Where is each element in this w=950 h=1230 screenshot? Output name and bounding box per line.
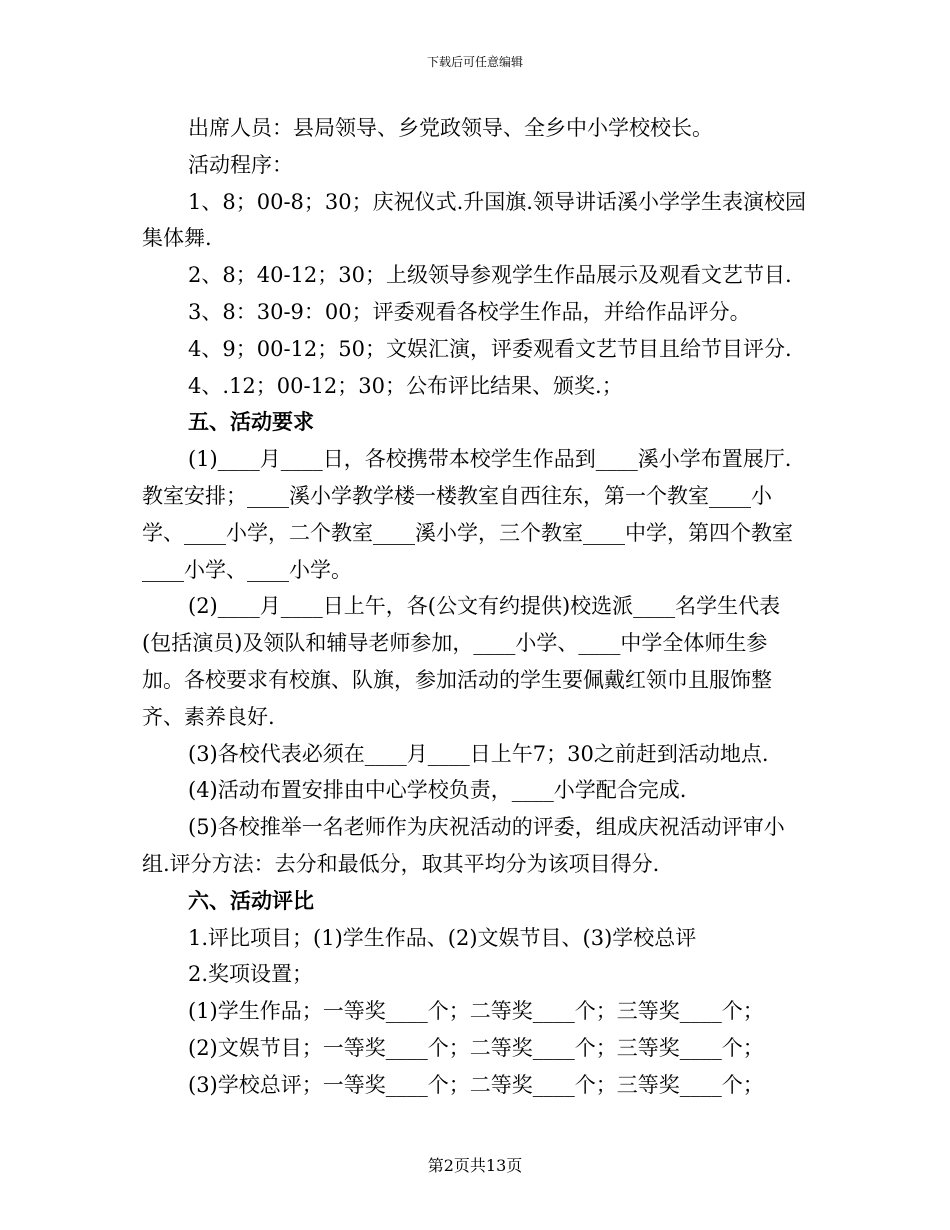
requirement-3: (3)各校代表必须在____月____日上午7；30之前赶到活动地点. <box>188 741 769 766</box>
requirement-2: (2)____月____日上午，各(公文有约提供)校选派____名学生代表(包括演员)及领队和辅导老师参加，____小学、____中学全体师生参加。各校要求有校旗、队旗，参加活动的学生要佩戴红领巾且服饰整齐、素养良好. <box>142 594 781 729</box>
evaluation-items: 1.评比项目；(1)学生作品、(2)文娱节目、(3)学校总评 <box>188 925 697 950</box>
program-item-3: 3、8：30-9：00；评委观看各校学生作品，并给作品评分。 <box>188 299 751 324</box>
award-student-works: (1)学生作品；一等奖____个；二等奖____个；三等奖____个； <box>188 999 764 1024</box>
award-performances: (2)文娱节目；一等奖____个；二等奖____个；三等奖____个； <box>188 1035 764 1060</box>
attendees-line: 出席人员：县局领导、乡党政领导、全乡中小学校校长。 <box>188 116 713 140</box>
requirement-5: (5)各校推举一名老师作为庆祝活动的评委，组成庆祝活动评审小组.评分方法：去分和最低分，取其平均分为该项目得分. <box>142 815 785 876</box>
section-heading-evaluation: 六、活动评比 <box>188 887 314 913</box>
requirement-1: (1)____月____日，各校携带本校学生作品到____溪小学布置展厅.教室安排；____溪小学教学楼一楼教室自西往东，第一个教室____小学、____小学，二个教室____溪小学，三个教室____中学，第四个教室____小学、____小学。 <box>142 447 793 582</box>
program-label: 活动程序： <box>188 152 293 177</box>
page-footer: 第2页共13页 <box>427 1156 523 1175</box>
requirement-4: (4)活动布置安排由中心学校负责，____小学配合完成. <box>188 778 687 803</box>
section-heading-requirements: 五、活动要求 <box>188 409 314 435</box>
award-settings-label: 2.奖项设置； <box>188 962 314 987</box>
page-header: 下载后可任意编辑 <box>426 55 523 69</box>
program-item-2: 2、8；40-12；30；上级领导参观学生作品展示及观看文艺节目. <box>188 263 792 288</box>
program-item-4: 4、9；00-12；50；文娱汇演，评委观看文艺节目且给节目评分. <box>188 336 792 361</box>
award-school-overall: (3)学校总评；一等奖____个；二等奖____个；三等奖____个； <box>188 1072 764 1097</box>
document-body <box>142 110 807 1104</box>
program-item-1: 1、8；00-8；30；庆祝仪式.升国旗.领导讲话溪小学学生表演校园集体舞. <box>142 189 806 251</box>
program-item-5: 4、.12；00-12；30；公布评比结果、颁奖.； <box>188 373 623 398</box>
